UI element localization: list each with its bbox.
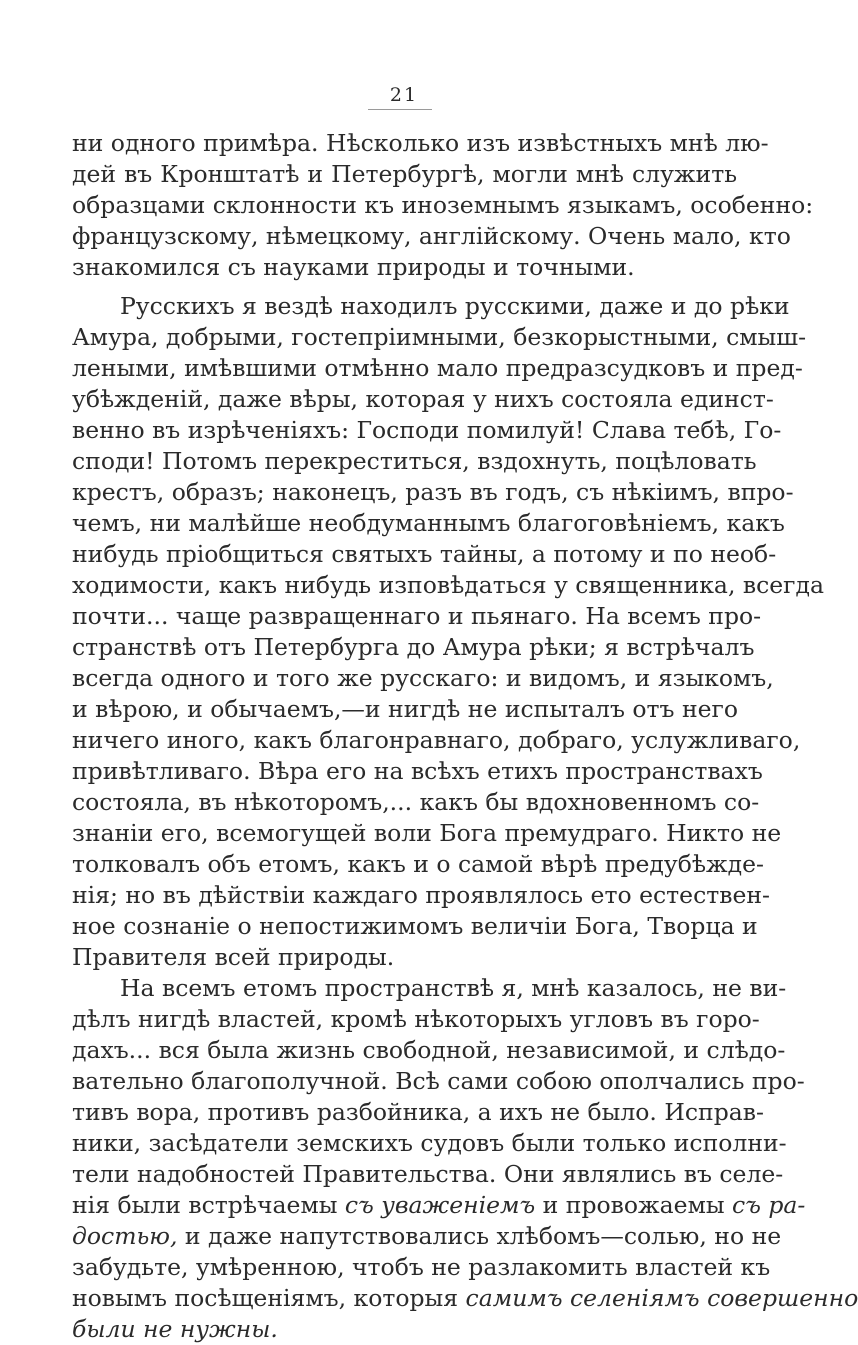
text-line: На всемъ етомъ пространствѣ я, мнѣ казалось, не ви-: [120, 974, 787, 1002]
text-line: странствѣ отъ Петербурга до Амура рѣки; я встрѣчалъ: [72, 633, 755, 661]
text-line: забудьте, умѣренною, чтобъ не разлакомить властей къ: [72, 1253, 771, 1281]
text-line: убѣжденій, даже вѣры, которая у нихъ состояла единст-: [72, 385, 774, 413]
italic-run: съ ра-: [732, 1191, 806, 1219]
text-line: французскому, нѣмецкому, англійскому. Очень мало, кто: [72, 222, 791, 250]
text-line: состояла, въ нѣкоторомъ,... какъ бы вдохновенномъ со-: [72, 788, 760, 816]
text-line: вательно благополучной. Всѣ сами собою ополчались про-: [72, 1067, 805, 1095]
text-line: ники, засѣдатели земскихъ судовъ были только исполни-: [72, 1129, 787, 1157]
text-line: споди! Потомъ перекреститься, вздохнуть, поцѣловать: [72, 447, 757, 475]
text-line: Правителя всей природы.: [72, 943, 395, 971]
text-line: крестъ, образъ; наконецъ, разъ въ годъ, съ нѣкіимъ, впро-: [72, 478, 794, 506]
text-line: знакомился съ науками природы и точными.: [72, 253, 635, 281]
text-line: леными, имѣвшими отмѣнно мало предразсудковъ и пред-: [72, 354, 803, 382]
italic-run: съ уваженіемъ: [344, 1191, 536, 1219]
italic-run: достью,: [72, 1222, 178, 1250]
body-text: [72, 128, 858, 1345]
text-line: тивъ вора, противъ разбойника, а ихъ не было. Исправ-: [72, 1098, 764, 1126]
page-number-rule: [368, 109, 432, 110]
text-line: ни одного примѣра. Нѣсколько изъ извѣстныхъ мнѣ лю-: [72, 129, 769, 157]
text-line: образцами склонности къ иноземнымъ языкамъ, особенно:: [72, 191, 814, 219]
text-line: дахъ... вся была жизнь свободной, независимой, и слѣдо-: [72, 1036, 786, 1064]
text-line: тели надобностей Правительства. Они являлись въ селе-: [72, 1160, 784, 1188]
text-line: [72, 1221, 782, 1252]
text-line: привѣтливаго. Вѣра его на всѣхъ етихъ пространствахъ: [72, 757, 763, 785]
text-line: дѣлъ нигдѣ властей, кромѣ нѣкоторыхъ угловъ въ горо-: [72, 1005, 760, 1033]
text-line: почти... чаще развращеннаго и пьянаго. На всемъ про-: [72, 602, 762, 630]
text-run: новымъ посѣщеніямъ, которыя: [72, 1284, 466, 1312]
text-line: были не нужны.: [72, 1315, 278, 1343]
text-line: ничего иного, какъ благонравнаго, добраго, услужливаго,: [72, 726, 801, 754]
text-line: чемъ, ни малѣйше необдуманнымъ благоговѣніемъ, какъ: [72, 509, 785, 537]
text-line: Амура, добрыми, гостепріимными, безкорыстными, смыш-: [72, 323, 807, 351]
text-run: и провожаемы: [535, 1191, 733, 1219]
text-line: и вѣрою, и обычаемъ,—и нигдѣ не испыталъ отъ него: [72, 695, 738, 723]
paragraph-1: [72, 128, 814, 283]
text-run: нія были встрѣчаемы: [72, 1191, 345, 1219]
italic-run: самимъ селеніямъ совершенно: [465, 1284, 858, 1312]
text-line: нія; но въ дѣйствіи каждаго проявлялось ето естествен-: [72, 881, 770, 909]
text-line: знаніи его, всемогущей воли Бога премудраго. Никто не: [72, 819, 782, 847]
text-line: дей въ Кронштатѣ и Петербургѣ, могли мнѣ служить: [72, 160, 737, 188]
page-number: 21: [389, 84, 419, 106]
text-line: [72, 1190, 806, 1221]
text-line: [72, 1283, 858, 1314]
text-line: ное сознаніе о непостижимомъ величіи Бога, Творца и: [72, 912, 758, 940]
text-run: и даже напутствовались хлѣбомъ—солью, но не: [177, 1222, 782, 1250]
paragraph-2: [72, 291, 824, 973]
text-line: толковалъ объ етомъ, какъ и о самой вѣрѣ предубѣжде-: [72, 850, 764, 878]
text-line: нибудь пріобщиться святыхъ тайны, а потому и по необ-: [72, 540, 777, 568]
text-line: венно въ изрѣченіяхъ: Господи помилуй! Слава тебѣ, Го-: [72, 416, 782, 444]
text-line: Русскихъ я вездѣ находилъ русскими, даже и до рѣки: [120, 292, 790, 320]
paragraph-3: [72, 973, 858, 1345]
text-line: ходимости, какъ нибудь изповѣдаться у священника, всегда: [72, 571, 824, 599]
text-line: всегда одного и того же русскаго: и видомъ, и языкомъ,: [72, 664, 774, 692]
